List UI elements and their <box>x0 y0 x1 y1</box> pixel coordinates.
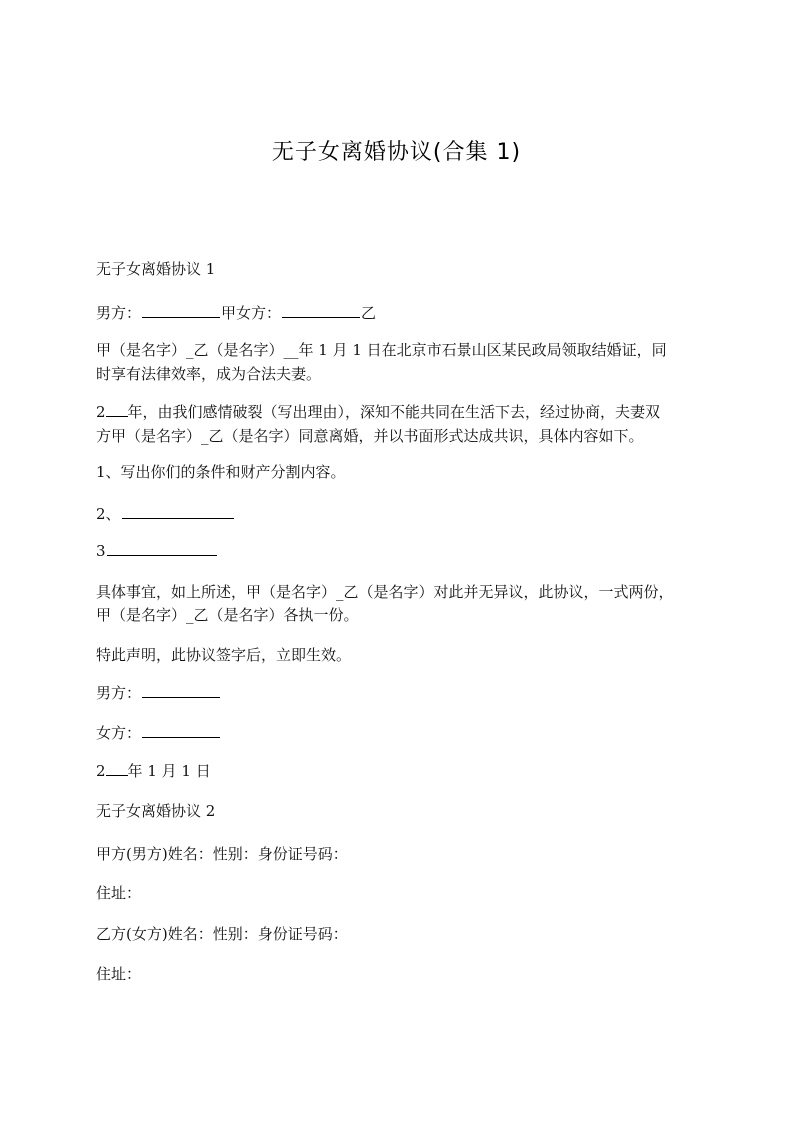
paragraph-2-line-2: 方甲（是名字）_乙（是名字）同意离婚，并以书面形式达成共识，具体内容如下。 <box>96 427 644 445</box>
paragraph-1-line-2: 时享有法律效率，成为合法夫妻。 <box>96 365 322 383</box>
list-item-2-blank <box>122 504 234 519</box>
paragraph-2-text: 年，由我们感情破裂（写出理由），深知不能共同在生活下去，经过协商，夫妻双 <box>127 403 661 421</box>
paragraph-2-line-1 <box>96 400 706 425</box>
female-signature-blank <box>142 723 220 738</box>
party-a-line: 甲方(男方)姓名：性别：身份证号码： <box>96 845 348 863</box>
document-title: 无子女离婚协议(合集 1) <box>271 140 522 165</box>
list-item-2 <box>96 502 706 527</box>
male-signature-line <box>96 681 706 706</box>
party-b-line: 乙方(女方)姓名：性别：身份证号码： <box>96 925 348 943</box>
male-signature-blank <box>142 683 220 698</box>
section2-heading: 无子女离婚协议 2 <box>96 802 216 820</box>
paragraph-3-line-1: 具体事宜，如上所述，甲（是名字）_乙（是名字）对此并无异议，此协议，一式两份， <box>96 583 674 601</box>
female-signature-line <box>96 721 706 746</box>
parties-line <box>96 301 706 326</box>
list-item-3 <box>96 539 706 564</box>
female-name-blank <box>282 303 360 318</box>
party-b-address: 住址： <box>96 965 142 983</box>
date-text: 年 1 月 1 日 <box>127 762 211 780</box>
female-label: 甲女方： <box>221 304 282 322</box>
list-item-3-blank <box>107 541 217 556</box>
paragraph-1-line-1: 甲（是名字）_乙（是名字）__年 1 月 1 日在北京市石景山区某民政局领取结婚证，同 <box>96 341 667 359</box>
male-name-blank <box>142 303 220 318</box>
date-year-blank <box>106 761 128 776</box>
female-sign-label: 女方： <box>96 724 142 742</box>
date-line <box>96 759 706 784</box>
section1-heading: 无子女离婚协议 1 <box>96 260 216 278</box>
parties-suffix: 乙 <box>361 304 377 322</box>
party-a-address: 住址： <box>96 884 142 902</box>
year-blank <box>106 402 128 417</box>
declaration: 特此声明，此协议签字后，立即生效。 <box>96 646 352 664</box>
list-item-1: 1、写出你们的条件和财产分割内容。 <box>96 463 346 481</box>
male-sign-label: 男方： <box>96 684 142 702</box>
paragraph-3-line-2: 甲（是名字）_乙（是名字）各执一份。 <box>96 606 359 624</box>
list-item-2-label: 2、 <box>96 505 121 523</box>
date-prefix: 2 <box>96 762 106 780</box>
male-label: 男方： <box>96 304 142 322</box>
list-item-3-label: 3 <box>96 542 106 560</box>
paragraph-2-prefix: 2 <box>96 403 106 421</box>
